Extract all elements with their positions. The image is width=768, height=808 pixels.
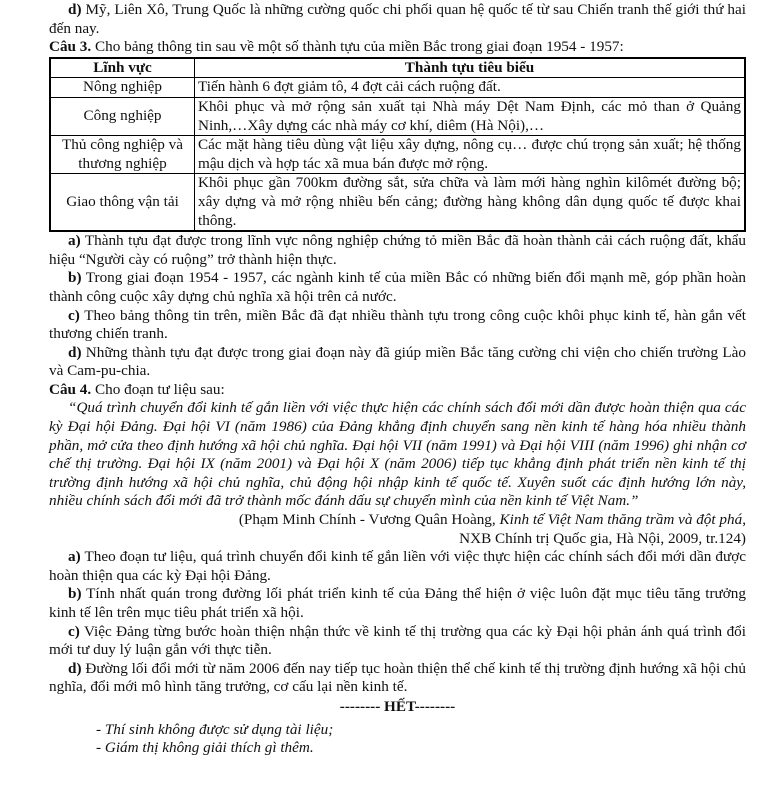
cell-field: Thủ công nghiệp và thương nghiệp	[50, 136, 195, 174]
statement-label: b)	[68, 585, 82, 603]
header-achievement: Thành tựu tiêu biểu	[195, 58, 746, 78]
statement-label: c)	[68, 622, 80, 640]
statement-label: a)	[68, 232, 81, 250]
achievements-table	[49, 57, 746, 232]
table-header-row	[50, 58, 745, 78]
statement-text: Những thành tựu đạt được trong giai đoạn này đã giúp miền Bắc tăng cường chi viện cho chiến trường Lào và Cam-pu-chia.	[49, 343, 746, 380]
q3-statement-d	[49, 344, 746, 381]
q3-statement-c	[49, 307, 746, 344]
statement-text: Theo đoạn tư liệu, quá trình chuyển đổi kinh tế gắn liền với việc thực hiện các chính sách đổi mới dần được hoàn thiện qua các kỳ Đại hội Đảng.	[49, 548, 746, 584]
q4-statement-c	[49, 623, 746, 660]
statement-text: Tính nhất quán trong đường lối phát triển kinh tế của Đảng thể hiện ở việc luôn đặt mục tiêu tăng trưởng kinh tế lên trên mục tiêu phát triển xã hội.	[49, 585, 746, 621]
question-text: Cho đoạn tư liệu sau:	[91, 380, 225, 398]
statement-text: Thành tựu đạt được trong lĩnh vực nông nghiệp chứng tỏ miền Bắc đã hoàn thành cải cách ruộng đất, khẩu hiệu “Người cày có ruộng” trở thành hiện thực.	[49, 232, 746, 268]
statement-label: d)	[68, 343, 82, 361]
statement-text: Theo bảng thông tin trên, miền Bắc đã đạt nhiều thành tựu trong công cuộc khôi phục kinh tế, hàn gắn vết thương chiến tranh.	[49, 306, 746, 343]
statement-text: Việc Đảng từng bước hoàn thiện nhận thức về kinh tế thị trường qua các kỳ Đại hội phản ánh quá trình đổi mới tư duy lý luận gắn với thực tiễn.	[49, 622, 746, 659]
header-field: Lĩnh vực	[50, 58, 195, 78]
table-row	[50, 136, 745, 174]
source-title: Kinh tế Việt Nam thăng trầm và đột phá	[499, 511, 743, 529]
q3-statement-b	[49, 269, 746, 306]
quote-source	[49, 511, 746, 530]
q4-statement-d	[49, 660, 746, 697]
end-mark-text: -------- HẾT--------	[339, 697, 456, 715]
statement-text: Trong giai đoạn 1954 - 1957, các ngành kinh tế của miền Bắc có những biến đổi mạnh mẽ, góp phần hoàn thành công cuộc xây dựng chủ nghĩa xã hội trên cả nước.	[49, 269, 746, 305]
cell-field: Nông nghiệp	[50, 78, 195, 98]
prev-answer-d	[49, 1, 746, 38]
q3-statement-a	[49, 232, 746, 269]
table-row	[50, 174, 745, 231]
statement-text: Đường lối đổi mới từ năm 2006 đến nay tiếp tục hoàn thiện thể chế kinh tế thị trường định hướng xã hội chủ nghĩa, đổi mới mô hình tăng trưởng, cơ cấu lại nền kinh tế.	[49, 659, 746, 696]
exam-page	[49, 0, 746, 758]
table-row	[50, 97, 745, 135]
source-authors: (Phạm Minh Chính - Vương Quân Hoàng,	[238, 511, 500, 529]
cell-achievement: Tiến hành 6 đợt giảm tô, 4 đợt cải cách ruộng đất.	[195, 78, 746, 98]
note-line: - Giám thị không giải thích gì thêm.	[96, 739, 314, 757]
statement-label: b)	[68, 269, 82, 287]
statement-label: a)	[68, 548, 81, 566]
quote-publisher: NXB Chính trị Quốc gia, Hà Nội, 2009, tr.124)	[459, 529, 746, 547]
q4-statement-a	[49, 548, 746, 585]
question-4-prompt	[49, 381, 746, 400]
table-row	[50, 78, 745, 98]
quote-passage	[49, 399, 746, 511]
statement-label: d)	[68, 659, 82, 677]
quote-text: “Quá trình chuyển đổi kinh tế gắn liền với việc thực hiện các chính sách đổi mới dần được hoàn thiện qua các kỳ Đại hội Đảng. Đại hội VI (năm 1986) của Đảng khẳng định chuyển sang nền kinh tế hàng hóa nhiều thành phần, mở cửa theo định hướng xã hội chủ nghĩa. Đại hội VII (năm 1991) và Đại hội VIII (năm 1996) ghi nhận cơ chế thị trường. Đại hội IX (năm 2001) và Đại hội X (năm 2006) tiếp tục khẳng định phát triển nền kinh tế thị trường định hướng xã hội chủ nghĩa, chủ động hội nhập kinh tế quốc tế. Xuyên suốt các định hướng lớn này, nhiều chính sách đổi mới đã trở thành mốc đánh dấu sự chuyển mình của nền kinh tế Việt Nam.”	[49, 399, 746, 510]
question-label: Câu 3.	[49, 38, 92, 56]
question-label: Câu 4.	[49, 380, 92, 398]
source-separator: ,	[742, 511, 746, 529]
question-text: Cho bảng thông tin sau về một số thành tựu của miền Bắc trong giai đoạn 1954 - 1957:	[91, 38, 624, 56]
cell-field: Công nghiệp	[50, 97, 195, 135]
end-mark	[49, 698, 746, 717]
answer-label: d)	[68, 1, 82, 18]
cell-achievement: Khôi phục gần 700km đường sắt, sửa chữa và làm mới hàng nghìn kilômét đường bộ; xây dựng và mở rộng nhiều bến cảng; đường hàng không dân dụng quốc tế được khai thông.	[195, 174, 746, 231]
answer-text: Mỹ, Liên Xô, Trung Quốc là những cường quốc chi phối quan hệ quốc tế từ sau Chiến tranh thế giới thứ hai đến nay.	[49, 1, 746, 37]
note-line: - Thí sinh không được sử dụng tài liệu;	[96, 720, 334, 738]
q4-statement-b	[49, 585, 746, 622]
question-3-prompt	[49, 38, 746, 57]
cell-achievement: Khôi phục và mở rộng sản xuất tại Nhà máy Dệt Nam Định, các mỏ than ở Quảng Ninh,…Xây dựng các nhà máy cơ khí, diêm (Hà Nội),…	[195, 97, 746, 135]
cell-field: Giao thông vận tải	[50, 174, 195, 231]
statement-label: c)	[68, 306, 80, 324]
cell-achievement: Các mặt hàng tiêu dùng vật liệu xây dựng, nông cụ… được chú trọng sản xuất; hệ thống mậu dịch và hợp tác xã mua bán được mở rộng.	[195, 136, 746, 174]
